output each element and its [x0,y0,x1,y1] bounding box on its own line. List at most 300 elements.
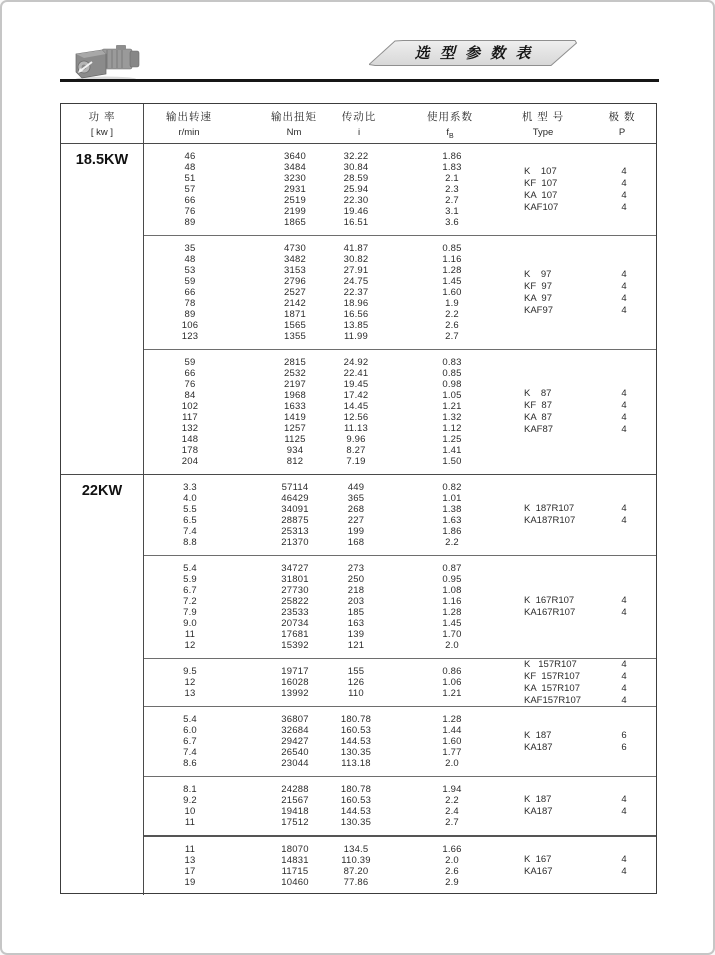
torque-value: 28875 [281,515,309,526]
ratio-value: 27.91 [343,265,369,276]
ratio-value: 30.84 [343,162,369,173]
data-block [144,835,656,895]
torque-value: 1871 [284,309,306,320]
factor-value: 2.0 [445,640,459,651]
speed-value: 57 [184,184,196,195]
type-row [524,794,639,806]
speed-value: 9.2 [183,795,197,806]
ratio-value: 144.53 [340,806,372,817]
factor-value: 0.85 [442,243,462,254]
type-model: KA167 [524,866,553,877]
torque-value: 17681 [281,629,309,640]
header-ratio: 传动比 i [341,111,377,138]
speed-value: 178 [181,445,199,456]
factor-value: 2.0 [445,855,459,866]
speed-value: 6.7 [183,585,197,596]
ratio-value: 41.87 [343,243,369,254]
row-blocks [144,144,656,474]
speed-value: 123 [181,331,199,342]
factor-value: 0.86 [442,666,462,677]
torque-value: 1355 [284,331,306,342]
type-row [524,166,639,178]
torque-value: 32684 [281,725,309,736]
ratio-value: 13.85 [343,320,369,331]
ratio-value: 11.99 [343,331,369,342]
speed-value: 13 [184,855,196,866]
torque-value: 16028 [281,677,309,688]
factor-value: 1.21 [442,401,462,412]
speed-value: 76 [184,379,196,390]
header-torque: 输出扭矩 Nm [271,111,317,138]
type-model: KA187 [524,806,553,817]
type-row [524,806,639,818]
power-section [61,144,656,474]
table-row [144,482,656,493]
torque-value: 21370 [281,537,309,548]
factor-value: 1.08 [442,585,462,596]
poles-value: 4 [621,694,627,706]
poles-value: 4 [621,503,627,514]
ratio-value: 17.42 [343,390,369,401]
torque-value: 34091 [281,504,309,515]
table-row [144,629,656,640]
ratio-value: 155 [347,666,365,677]
factor-value: 2.6 [445,320,459,331]
type-row [524,695,639,707]
type-model: KA187 [524,741,553,753]
table-row [144,151,656,162]
header-power-unit: [ kw ] [90,127,114,138]
data-block [144,776,656,835]
factor-value: 1.05 [442,390,462,401]
type-model: KAF87 [524,424,554,435]
factor-value: 1.9 [445,298,459,309]
type-row [524,400,639,412]
speed-value: 76 [184,206,196,217]
speed-value: 5.4 [183,563,197,574]
speed-value: 89 [184,217,196,228]
poles-value: 4 [621,670,627,682]
selection-parameter-table [60,103,657,894]
type-model: KA 107 [524,189,558,201]
ratio-value: 250 [347,574,365,585]
torque-value: 3640 [284,151,306,162]
type-row [524,412,639,424]
ratio-value: 14.45 [343,401,369,412]
type-row [524,293,639,305]
data-block [144,349,656,474]
factor-value: 1.12 [442,423,462,434]
factor-value: 0.98 [442,379,462,390]
ratio-value: 227 [347,515,365,526]
type-row [524,854,639,866]
type-row [524,190,639,202]
type-model: KA 157R107 [524,682,580,694]
ratio-value: 22.41 [343,368,369,379]
torque-value: 2815 [284,357,306,368]
type-model: KA 97 [524,292,552,304]
poles-value: 6 [621,741,627,753]
speed-value: 5.4 [183,714,197,725]
header-power [61,104,144,143]
torque-value: 2532 [284,368,306,379]
factor-value: 2.2 [445,309,459,320]
speed-value: 5.5 [183,504,197,515]
factor-value: 1.50 [442,456,462,467]
table-row [144,618,656,629]
data-block [144,658,656,706]
speed-value: 66 [184,368,196,379]
factor-value: 1.16 [442,596,462,607]
type-model: K 187 [524,794,552,805]
poles-value: 4 [621,177,627,189]
torque-value: 34727 [281,563,309,574]
ratio-value: 19.46 [343,206,369,217]
factor-value: 2.9 [445,877,459,888]
speed-value: 117 [182,412,198,423]
poles-value: 4 [621,794,627,805]
poles-value: 4 [621,658,627,670]
speed-value: 3.3 [183,482,197,493]
data-block [144,706,656,776]
type-row [524,388,639,400]
table-header [61,104,656,144]
table-row [144,758,656,769]
factor-value: 1.60 [442,287,462,298]
ratio-value: 168 [347,537,365,548]
speed-value: 10 [184,806,196,817]
speed-value: 7.4 [183,526,197,537]
ratio-value: 180.78 [340,714,372,725]
torque-value: 2931 [284,184,306,195]
factor-value: 0.95 [442,574,462,585]
torque-value: 15392 [281,640,309,651]
factor-value: 2.1 [445,173,459,184]
torque-value: 23044 [281,758,309,769]
type-model: K 97 [524,268,552,280]
type-row [524,659,639,671]
torque-value: 934 [286,445,304,456]
type-row [524,178,639,190]
torque-value: 1968 [284,390,306,401]
factor-value: 1.41 [442,445,462,456]
poles-value: 4 [621,854,627,865]
table-row [144,526,656,537]
data-block [144,235,656,349]
ratio-value: 16.56 [343,309,369,320]
factor-value: 1.63 [442,515,462,526]
header-service-factor: 使用系数 $f_B$ [427,111,473,140]
speed-value: 66 [184,287,196,298]
speed-value: 11 [184,844,196,855]
header-type: 机 型 号 Type [521,111,565,138]
speed-value: 5.9 [183,574,197,585]
speed-value: 12 [184,677,196,688]
factor-value: 2.6 [445,866,459,877]
ratio-value: 449 [347,482,365,493]
torque-value: 25822 [281,596,309,607]
type-model: KF 157R107 [524,670,580,682]
speed-value: 59 [184,357,196,368]
ratio-value: 25.94 [343,184,369,195]
torque-value: 21567 [281,795,309,806]
torque-value: 3482 [284,254,306,265]
ratio-value: 185 [347,607,365,618]
type-model: K 187R107 [524,503,575,514]
ratio-value: 16.51 [343,217,369,228]
speed-value: 102 [181,401,199,412]
type-list [524,269,639,317]
type-model: KA167R107 [524,607,576,618]
factor-value: 1.45 [442,618,462,629]
factor-value: 2.0 [445,758,459,769]
torque-value: 812 [286,456,304,467]
ratio-value: 28.59 [343,173,369,184]
factor-value: 1.21 [442,688,462,699]
torque-value: 24288 [281,784,309,795]
ratio-value: 19.45 [343,379,369,390]
header-rule [60,79,659,82]
ratio-value: 30.82 [343,254,369,265]
speed-value: 12 [184,640,196,651]
torque-value: 10460 [281,877,309,888]
type-row [524,269,639,281]
ratio-value: 130.35 [340,747,372,758]
row-blocks [144,475,656,895]
speed-value: 17 [184,866,196,877]
table-row [144,320,656,331]
speed-value: 89 [184,309,196,320]
ratio-value: 110 [348,688,364,699]
torque-value: 2796 [284,276,306,287]
ratio-value: 180.78 [340,784,372,795]
torque-value: 26540 [281,747,309,758]
table-row [144,563,656,574]
power-section [61,474,656,895]
poles-value: 4 [621,388,627,399]
type-model: KAF97 [524,304,554,316]
factor-value: 0.87 [442,563,462,574]
poles-value: 4 [621,515,627,526]
factor-value: 1.01 [442,493,462,504]
poles-value: 4 [621,268,627,280]
torque-value: 19717 [281,666,309,677]
speed-value: 204 [181,456,199,467]
ratio-value: 365 [347,493,365,504]
ratio-value: 121 [347,640,365,651]
gearmotor-illustration [72,42,150,82]
torque-value: 1419 [284,412,306,423]
speed-value: 6.7 [183,736,197,747]
torque-value: 29427 [281,736,309,747]
speed-value: 4.0 [183,493,197,504]
speed-value: 11 [184,629,196,640]
page-title: 选 型 参 数 表 [414,45,534,62]
speed-value: 8.6 [183,758,197,769]
torque-value: 57114 [281,482,309,493]
torque-value: 2519 [284,195,306,206]
factor-value: 1.28 [442,607,462,618]
speed-value: 8.8 [183,537,197,548]
torque-value: 13992 [281,688,309,699]
table-row [144,714,656,725]
speed-value: 66 [184,195,196,206]
factor-value: 1.66 [442,844,462,855]
torque-value: 19418 [281,806,309,817]
torque-value: 3484 [284,162,306,173]
table-row [144,640,656,651]
poles-value: 4 [621,280,627,292]
ratio-value: 144.53 [340,736,372,747]
torque-value: 17512 [281,817,309,828]
table-row [144,254,656,265]
ratio-value: 87.20 [343,866,369,877]
ratio-value: 203 [347,596,365,607]
ratio-value: 18.96 [343,298,369,309]
header-speed: 输出转速 r/min [166,111,212,138]
speed-value: 6.0 [183,725,197,736]
type-model: KF 87 [524,400,552,411]
factor-value: 1.83 [442,162,462,173]
table-row [144,357,656,368]
speed-value: 148 [181,434,199,445]
table-row [144,574,656,585]
data-block [144,555,656,658]
ratio-value: 134.5 [343,844,369,855]
ratio-value: 9.96 [346,434,366,445]
factor-value: 1.77 [442,747,462,758]
torque-value: 3230 [284,173,306,184]
factor-value: 0.83 [442,357,462,368]
header-power-name: 功 率 [88,111,116,123]
speed-value: 9.5 [183,666,197,677]
torque-value: 18070 [281,844,309,855]
ratio-value: 7.19 [346,456,366,467]
torque-value: 2199 [284,206,306,217]
type-model: K 187 [524,729,552,741]
type-row [524,305,639,317]
speed-value: 9.0 [183,618,197,629]
speed-value: 46 [184,151,196,162]
speed-value: 132 [181,423,199,434]
torque-value: 1257 [284,423,306,434]
poles-value: 4 [621,292,627,304]
ratio-value: 24.75 [343,276,369,287]
torque-value: 23533 [281,607,309,618]
speed-value: 48 [184,162,196,173]
data-block [144,475,656,555]
type-list [524,166,639,214]
type-model: KF 97 [524,280,552,292]
type-model: K 167R107 [524,595,575,606]
type-row [524,202,639,214]
poles-value: 4 [621,682,627,694]
poles-value: 6 [621,729,627,741]
torque-value: 3153 [284,265,306,276]
type-row [524,866,639,878]
torque-value: 2527 [284,287,306,298]
gearmotor-photo [72,42,150,82]
factor-value: 0.82 [442,482,462,493]
poles-value: 4 [621,201,627,213]
poles-value: 4 [621,424,627,435]
ratio-value: 139 [347,629,365,640]
torque-value: 25313 [281,526,309,537]
type-list [524,595,639,619]
speed-value: 78 [184,298,196,309]
torque-value: 2142 [284,298,306,309]
factor-value: 1.32 [442,412,462,423]
ratio-value: 268 [347,504,365,515]
type-model: K 87 [524,388,552,399]
factor-value: 1.94 [442,784,462,795]
poles-value: 4 [621,866,627,877]
ratio-value: 110.39 [341,855,371,866]
type-row [524,671,639,683]
type-list [524,794,639,818]
power-label: 22KW [61,475,144,895]
ratio-value: 24.92 [343,357,369,368]
type-row [524,683,639,695]
factor-value: 2.7 [445,817,459,828]
factor-value: 2.4 [445,806,459,817]
torque-value: 46429 [281,493,309,504]
power-label: 18.5KW [61,144,144,474]
table-row [144,456,656,467]
type-row [524,281,639,293]
poles-value: 4 [621,412,627,423]
factor-value: 1.28 [442,714,462,725]
factor-value: 2.2 [445,537,459,548]
speed-value: 51 [184,173,196,184]
type-row [524,607,639,619]
factor-value: 2.2 [445,795,459,806]
factor-value: 1.38 [442,504,462,515]
table-row [144,877,656,888]
ratio-value: 126 [347,677,365,688]
speed-value: 7.9 [183,607,197,618]
factor-value: 2.7 [445,331,459,342]
speed-value: 7.2 [183,596,197,607]
factor-value: 1.70 [442,629,462,640]
speed-value: 84 [184,390,196,401]
poles-value: 4 [621,400,627,411]
table-row [144,537,656,548]
ratio-value: 218 [347,585,365,596]
factor-value: 3.1 [445,206,459,217]
type-model: KA187R107 [524,515,576,526]
type-list [524,503,639,527]
factor-value: 1.45 [442,276,462,287]
torque-value: 20734 [281,618,309,629]
torque-value: 1565 [284,320,306,331]
table-row [144,445,656,456]
factor-value: 1.28 [442,265,462,276]
speed-value: 35 [184,243,196,254]
poles-value: 4 [621,189,627,201]
table-row [144,331,656,342]
torque-value: 36807 [281,714,309,725]
ratio-value: 160.53 [340,725,372,736]
ratio-value: 77.86 [343,877,369,888]
type-row [524,595,639,607]
ratio-value: 22.30 [343,195,369,206]
torque-value: 1633 [284,401,306,412]
torque-value: 31801 [281,574,309,585]
torque-value: 14831 [281,855,309,866]
speed-value: 13 [184,688,196,699]
factor-value: 0.85 [442,368,462,379]
